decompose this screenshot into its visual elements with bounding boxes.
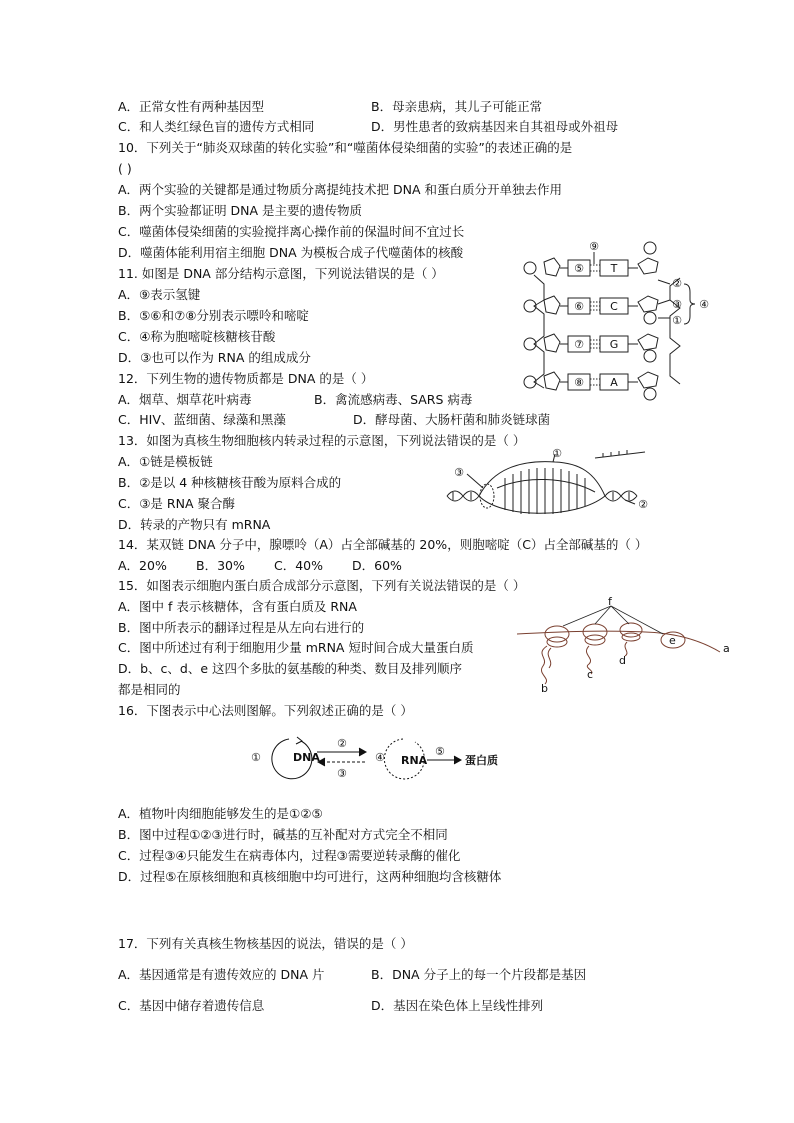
q15-stem: 15．如图表示细胞内蛋白质合成部分示意图，下列有关说法错误的是（ ）	[118, 578, 526, 593]
q10-option-a: A．两个实验的关键都是通过物质分离提纯技术把 DNA 和蛋白质分开单独去作用	[118, 182, 563, 197]
q14-option-a: A．20%	[118, 558, 167, 573]
q17-option-b: B．DNA 分子上的每一个片段都是基因	[371, 967, 587, 982]
q11-option-b: B．⑤⑥和⑦⑧分别表示嘌呤和嘧啶	[118, 308, 309, 323]
q11-stem: 11. 如图是 DNA 部分结构示意图，下列说法错误的是（ ）	[118, 266, 444, 281]
q10-option-d: D．噬菌体能利用宿主细胞 DNA 为模板合成子代噬菌体的核酸	[118, 245, 464, 260]
dna-left-base-label: ⑥	[574, 300, 584, 313]
q12-option-c: C．HIV、蓝细菌、绿藻和黑藻	[118, 412, 286, 427]
q17-option-d: D．基因在染色体上呈线性排列	[371, 998, 544, 1013]
dna-right-base: T	[610, 262, 618, 275]
central-dogma-label: RNA	[401, 754, 428, 767]
q16-option-d: D．过程⑤在原核细胞和真核细胞中均可进行，这两种细胞均含核糖体	[118, 869, 502, 884]
central-dogma-figure	[245, 733, 505, 783]
central-dogma-label: ③	[337, 767, 347, 780]
q16-stem: 16．下图表示中心法则图解。下列叙述正确的是（ ）	[118, 703, 413, 718]
q13-option-a: A．①链是模板链	[118, 454, 213, 469]
q16-option-c: C．过程③④只能发生在病毒体内，过程③需要逆转录酶的催化	[118, 848, 461, 863]
dna-left-base-label: ⑦	[574, 338, 584, 351]
polyribosome-label: c	[587, 668, 594, 681]
central-dogma-label: DNA	[293, 751, 320, 764]
central-dogma-label: 蛋白质	[465, 754, 498, 767]
q13-option-d: D．转录的产物只有 mRNA	[118, 517, 271, 532]
q15-option-d: D．b、c、d、e 这四个多肽的氨基酸的种类、数目及排列顺序	[118, 661, 463, 676]
q13-option-b: B．②是以 4 种核糖核苷酸为原料合成的	[118, 475, 342, 490]
polyribosome-label: d	[619, 654, 626, 667]
q12-option-b: B．禽流感病毒、SARS 病毒	[314, 392, 473, 407]
polyribosome-label: f	[608, 596, 612, 608]
q12-stem: 12．下列生物的遗传物质都是 DNA 的是（ ）	[118, 371, 374, 386]
q15-option-c: C．图中所述过有利于细胞用少量 mRNA 短时间合成大量蛋白质	[118, 640, 474, 655]
dna-side-label: ①	[672, 314, 682, 327]
dna-right-base: G	[609, 338, 619, 351]
transcription-label: ③	[454, 466, 464, 479]
q9-option-b: B．母亲患病，其儿子可能正常	[371, 99, 543, 114]
q10-option-c: C．噬菌体侵染细菌的实验搅拌离心操作前的保温时间不宜过长	[118, 224, 465, 239]
q13-stem: 13．如图为真核生物细胞核内转录过程的示意图，下列说法错误的是（ ）	[118, 433, 526, 448]
polyribosome-label: a	[723, 642, 730, 655]
dna-right-base: C	[610, 300, 618, 313]
dna-structure-figure	[520, 238, 715, 403]
central-dogma-label: ①	[251, 751, 261, 764]
dna-left-base-label: ⑤	[574, 262, 584, 275]
transcription-label: ②	[638, 498, 648, 511]
q10-stem: 10．下列关于“肺炎双球菌的转化实验”和“噬菌体侵染细菌的实验”的表述正确的是	[118, 140, 573, 155]
q10-option-b: B．两个实验都证明 DNA 是主要的遗传物质	[118, 203, 363, 218]
dna-side-label: ③	[672, 298, 682, 311]
q14-option-c: C．40%	[274, 558, 324, 573]
q9-option-d: D．男性患者的致病基因来自其祖母或外祖母	[371, 119, 619, 134]
q17-stem: 17．下列有关真核生物核基因的说法，错误的是（ ）	[118, 936, 413, 951]
q10-paren: ( )	[118, 161, 132, 176]
central-dogma-label: ④	[375, 751, 385, 764]
transcription-figure	[445, 448, 655, 523]
q14-stem: 14．某双链 DNA 分子中，腺嘌呤（A）占全部碱基的 20%，则胞嘧啶（C）占全部碱基的（ ）	[118, 537, 648, 552]
dna-hydrogen-bond-label: ⑨	[589, 240, 599, 253]
q11-option-c: C．④称为胞嘧啶核糖核苷酸	[118, 329, 276, 344]
q12-option-a: A．烟草、烟草花叶病毒	[118, 392, 252, 407]
q11-option-d: D．③也可以作为 RNA 的组成成分	[118, 350, 311, 365]
q15-option-b: B．图中所表示的翻译过程是从左向右进行的	[118, 620, 365, 635]
q16-option-b: B．图中过程①②③进行时，碱基的互补配对方式完全不相同	[118, 827, 448, 842]
q13-option-c: C．③是 RNA 聚合酶	[118, 496, 235, 511]
polyribosome-figure	[515, 596, 740, 696]
dna-right-base: A	[610, 376, 618, 389]
q17-option-c: C．基因中储存着遗传信息	[118, 998, 265, 1013]
central-dogma-label: ②	[337, 737, 347, 750]
q9-option-c: C．和人类红绿色盲的遗传方式相同	[118, 119, 315, 134]
dna-left-base-label: ⑧	[574, 376, 584, 389]
q16-option-a: A．植物叶肉细胞能够发生的是①②⑤	[118, 806, 323, 821]
q12-option-d: D．酵母菌、大肠杆菌和肺炎链球菌	[353, 412, 551, 427]
polyribosome-label: b	[541, 682, 548, 695]
q14-option-b: B．30%	[196, 558, 245, 573]
q11-option-a: A．⑨表示氢键	[118, 287, 201, 302]
central-dogma-label: ⑤	[435, 745, 445, 758]
q14-option-d: D．60%	[352, 558, 402, 573]
polyribosome-label: e	[669, 634, 676, 647]
transcription-label: ①	[552, 448, 562, 460]
dna-side-label: ④	[699, 298, 709, 311]
q15-option-a: A．图中 f 表示核糖体，含有蛋白质及 RNA	[118, 599, 357, 614]
q17-option-a: A．基因通常是有遗传效应的 DNA 片	[118, 967, 325, 982]
dna-side-label: ②	[672, 277, 682, 290]
q15-option-d-cont: 都是相同的	[118, 682, 181, 697]
q9-option-a: A．正常女性有两种基因型	[118, 99, 265, 114]
